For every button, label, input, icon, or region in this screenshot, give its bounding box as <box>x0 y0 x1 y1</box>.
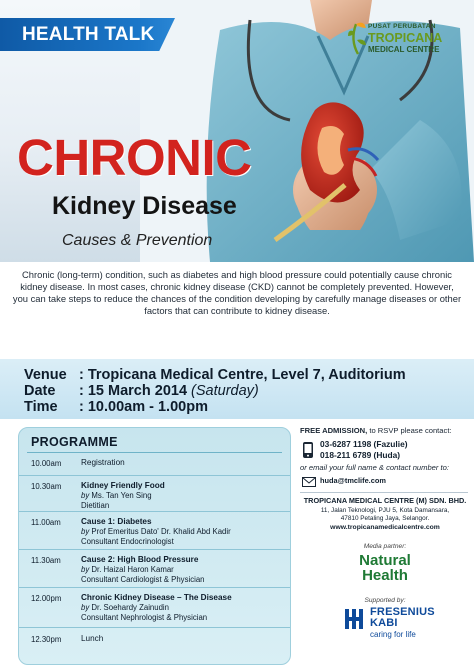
programme-title: Chronic Kidney Disease – The Disease <box>81 593 232 602</box>
kabi-text: KABI <box>370 617 398 629</box>
programme-body <box>81 481 282 511</box>
programme-body <box>81 555 282 585</box>
programme-row <box>19 453 290 475</box>
venue-row <box>24 367 406 383</box>
programme-time: 12.30pm <box>31 635 62 644</box>
logo-line-1: PUSAT PERUBATAN <box>368 23 436 30</box>
company-name: TROPICANA MEDICAL CENTRE (M) SDN. BHD. <box>303 496 467 505</box>
programme-role: Consultant Cardiologist & Physician <box>81 575 205 584</box>
date-day: (Saturday) <box>191 383 259 399</box>
title-chronic: CHRONIC <box>17 129 252 186</box>
logo-line-3: MEDICAL CENTRE <box>368 45 440 54</box>
rsvp-label: to RSVP please contact: <box>369 426 452 435</box>
programme-row <box>19 511 290 549</box>
phone-number-1[interactable]: 03-6287 1198 (Fazulie) <box>320 439 408 449</box>
programme-speaker <box>81 527 282 537</box>
natural-health-logo <box>300 553 470 583</box>
programme-role: Consultant Nephrologist & Physician <box>81 613 208 622</box>
title-kidney-disease: Kidney Disease <box>52 192 237 220</box>
programme-role: Consultant Endocrinologist <box>81 537 174 546</box>
programme-title: Lunch <box>81 634 104 643</box>
programme-time: 10.30am <box>31 482 62 491</box>
company-website[interactable]: www.tropicanamedicalcentre.com <box>330 524 440 531</box>
rsvp-line <box>300 426 470 436</box>
programme-row <box>19 627 290 665</box>
fresenius-kabi-logo <box>344 606 464 642</box>
speaker-prefix: by <box>81 565 90 574</box>
logo-line-2: TROPICANA <box>368 31 443 45</box>
email-note: or email your full name & contact number to: <box>300 463 449 472</box>
event-details-band <box>0 359 474 419</box>
phone-icon <box>302 441 314 459</box>
speaker-prefix: by <box>81 527 90 536</box>
programme-body <box>81 517 282 547</box>
health-talk-label: HEALTH TALK <box>22 24 155 45</box>
company-address-1: 11, Jalan Teknologi, PJU 5, Kota Damansara, <box>320 507 450 514</box>
email-address[interactable]: huda@tmclife.com <box>320 476 386 485</box>
time-label: Time <box>24 399 58 415</box>
programme-row <box>19 475 290 511</box>
leaf-logo-icon <box>346 18 368 56</box>
programme-title: Kidney Friendly Food <box>81 481 165 490</box>
venue-value: : Tropicana Medical Centre, Level 7, Auditorium <box>79 367 406 383</box>
free-admission-label: FREE ADMISSION, <box>300 426 368 435</box>
fresenius-tagline: caring for life <box>370 630 416 639</box>
natural-health-line-2: Health <box>362 567 408 584</box>
programme-speaker <box>81 491 282 501</box>
title-tagline: Causes & Prevention <box>62 232 213 249</box>
speaker-name: Dr. Haizal Haron Kamar <box>91 565 174 574</box>
speaker-name: Ms. Tan Yen Sing <box>91 491 152 500</box>
programme-title: Cause 2: High Blood Pressure <box>81 555 199 564</box>
hero-section <box>0 0 474 262</box>
tropicana-logo <box>346 18 466 58</box>
programme-role: Dietitian <box>81 501 110 510</box>
speaker-name: Prof Emeritus Dato' Dr. Khalid Abd Kadir <box>91 527 231 536</box>
speaker-name: Dr. Soehardy Zainudin <box>91 603 170 612</box>
date-row <box>24 383 259 399</box>
programme-row <box>19 587 290 627</box>
programme-time: 11.30am <box>31 556 61 565</box>
time-value: : 10.00am - 1.00pm <box>79 399 208 415</box>
date-label: Date <box>24 383 56 399</box>
speaker-prefix: by <box>81 603 90 612</box>
fresenius-logo-icon <box>344 607 364 631</box>
programme-body <box>81 458 282 468</box>
programme-speaker <box>81 565 282 575</box>
natural-health-line-1: Natural <box>359 552 411 569</box>
programme-body <box>81 593 282 623</box>
speaker-prefix: by <box>81 491 90 500</box>
mail-icon <box>302 477 316 487</box>
programme-speaker <box>81 603 282 613</box>
supported-by-label: Supported by: <box>364 597 406 604</box>
venue-label: Venue <box>24 367 67 383</box>
programme-body <box>81 634 282 644</box>
media-partner-label: Media partner: <box>363 543 407 550</box>
company-block <box>300 496 470 532</box>
contact-divider <box>300 492 468 493</box>
programme-time: 11.00am <box>31 518 61 527</box>
phone-number-2[interactable]: 018-211 6789 (Huda) <box>320 450 401 460</box>
time-row <box>24 399 208 415</box>
email-contact <box>302 475 468 489</box>
intro-paragraph: Chronic (long-term) condition, such as diabetes and high blood pressure could potentially cause chronic kidney disease. In most cases, chronic kidney disease (CKD) cannot be completely prevented. However, you can take steps to reduce the chances of the condition developing by carefully manage diseases or other factors that can contribute to kidney disease. <box>12 269 462 316</box>
fresenius-text: FRESENIUS <box>370 606 435 618</box>
programme-title: Cause 1: Diabetes <box>81 517 152 526</box>
programme-box <box>18 427 291 665</box>
programme-heading: PROGRAMME <box>31 435 118 449</box>
programme-time: 10.00am <box>31 459 62 468</box>
programme-title: Registration <box>81 458 125 467</box>
programme-time: 12.00pm <box>31 594 62 603</box>
phone-contacts <box>302 439 468 463</box>
company-address-2: 47810 Petaling Jaya, Selangor. <box>340 515 430 522</box>
date-value: : 15 March 2014 <box>79 383 188 399</box>
programme-row <box>19 549 290 587</box>
